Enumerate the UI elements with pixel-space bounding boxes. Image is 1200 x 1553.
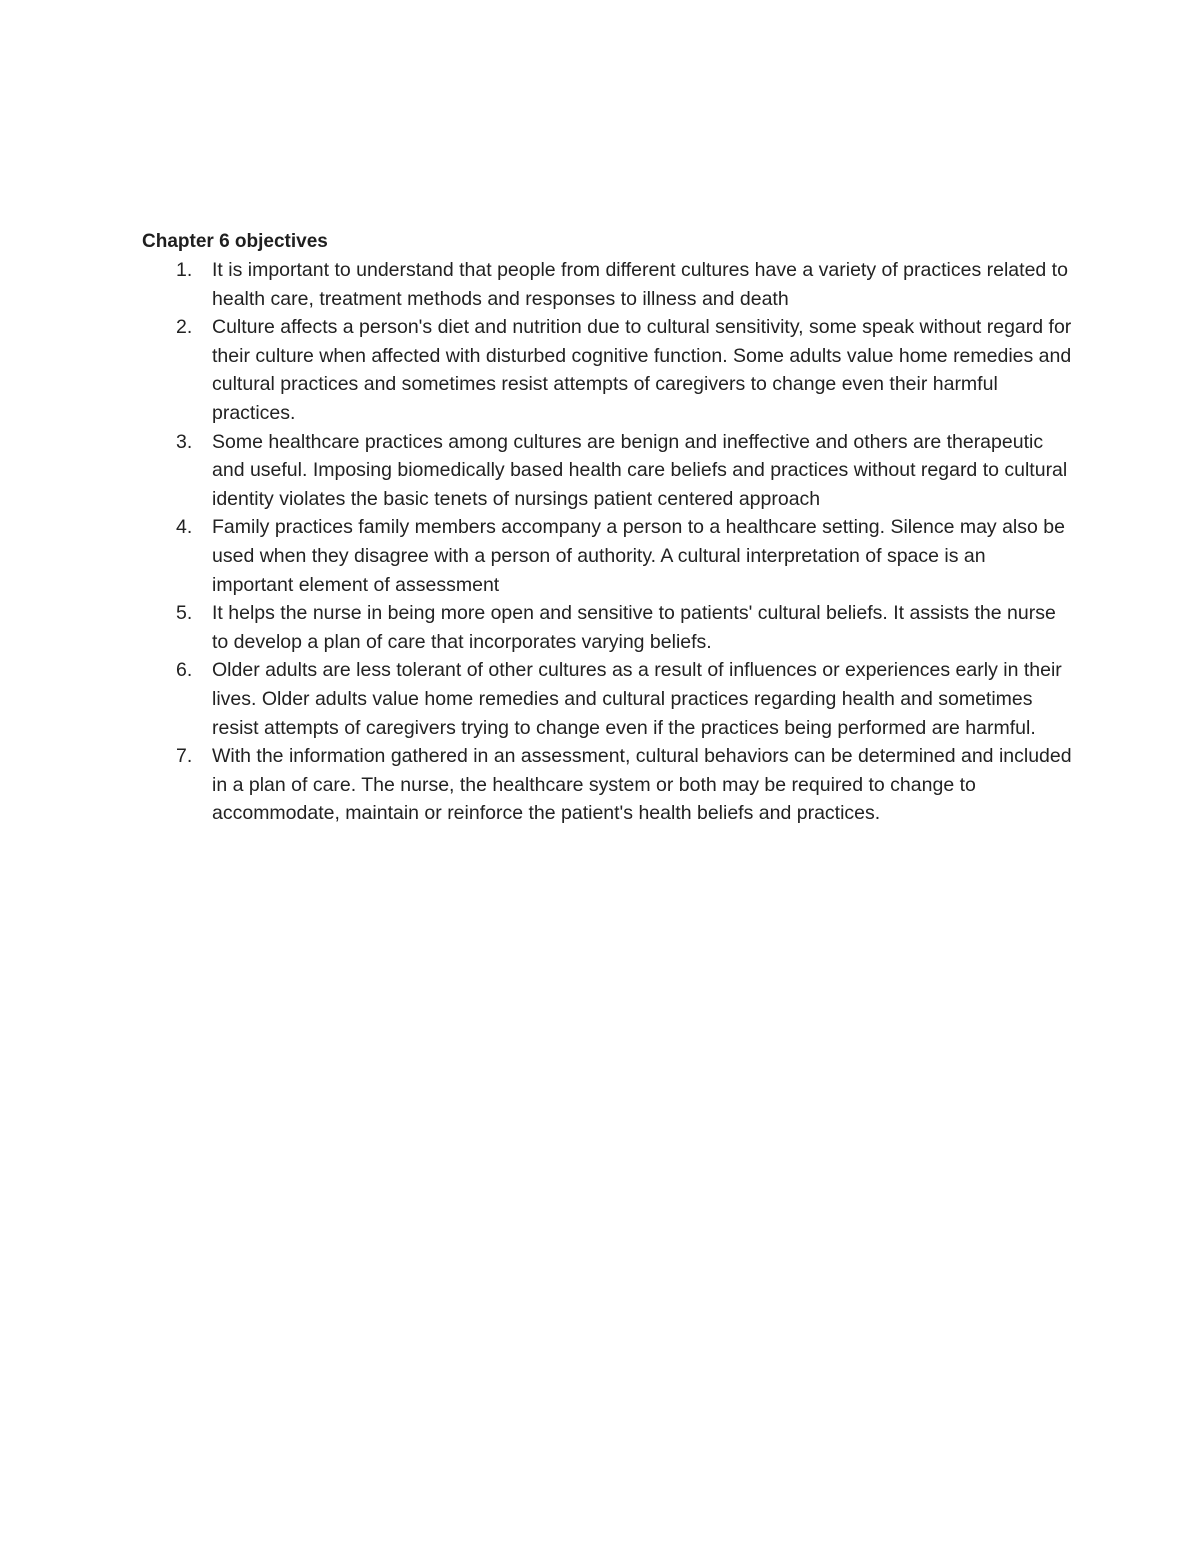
objective-item [142, 599, 1072, 656]
objective-text: Family practices family members accompany a person to a healthcare setting. Silence may also be used when they disagree with a person of authority. A cultural interpretation of space is an important element of assessment [212, 516, 1065, 596]
objective-number: 7. [176, 745, 193, 768]
objective-number: 2. [176, 316, 193, 339]
objective-item [142, 513, 1072, 599]
objectives-list [142, 256, 1072, 828]
objective-text: Culture affects a person's diet and nutrition due to cultural sensitivity, some speak without regard for their culture when affected with disturbed cognitive function. Some adults value home remedies and cultural practices and sometimes resist attempts of caregivers to change even their harmful practices. [212, 316, 1072, 424]
objective-number: 5. [176, 602, 193, 625]
objective-item [142, 428, 1072, 514]
objective-text: Older adults are less tolerant of other cultures as a result of influences or experiences early in their lives. Older adults value home remedies and cultural practices regarding health and sometimes resist attempts of caregivers trying to change even if the practices being performed are harmful. [212, 659, 1062, 739]
objective-number: 3. [176, 430, 193, 453]
objective-number: 4. [176, 516, 193, 539]
objective-text: With the information gathered in an assessment, cultural behaviors can be determined and included in a plan of care. The nurse, the healthcare system or both may be required to change to accommodate, maintain or reinforce the patient's health beliefs and practices. [212, 745, 1072, 825]
objective-text: Some healthcare practices among cultures are benign and ineffective and others are therapeutic and useful. Imposing biomedically based health care beliefs and practices without regard to cultural identity violates the basic tenets of nursings patient centered approach [212, 430, 1068, 510]
objective-item [142, 313, 1072, 427]
document-body [142, 228, 1072, 828]
objective-item [142, 656, 1072, 742]
objective-text: It is important to understand that people from different cultures have a variety of practices related to health care, treatment methods and responses to illness and death [212, 259, 1068, 310]
objective-item [142, 256, 1072, 313]
objective-number: 1. [176, 259, 193, 281]
objective-number: 6. [176, 659, 193, 682]
objective-item [142, 742, 1072, 828]
document-heading: Chapter 6 objectives [142, 231, 328, 252]
objective-text: It helps the nurse in being more open and sensitive to patients' cultural beliefs. It assists the nurse to develop a plan of care that incorporates varying beliefs. [212, 602, 1056, 653]
